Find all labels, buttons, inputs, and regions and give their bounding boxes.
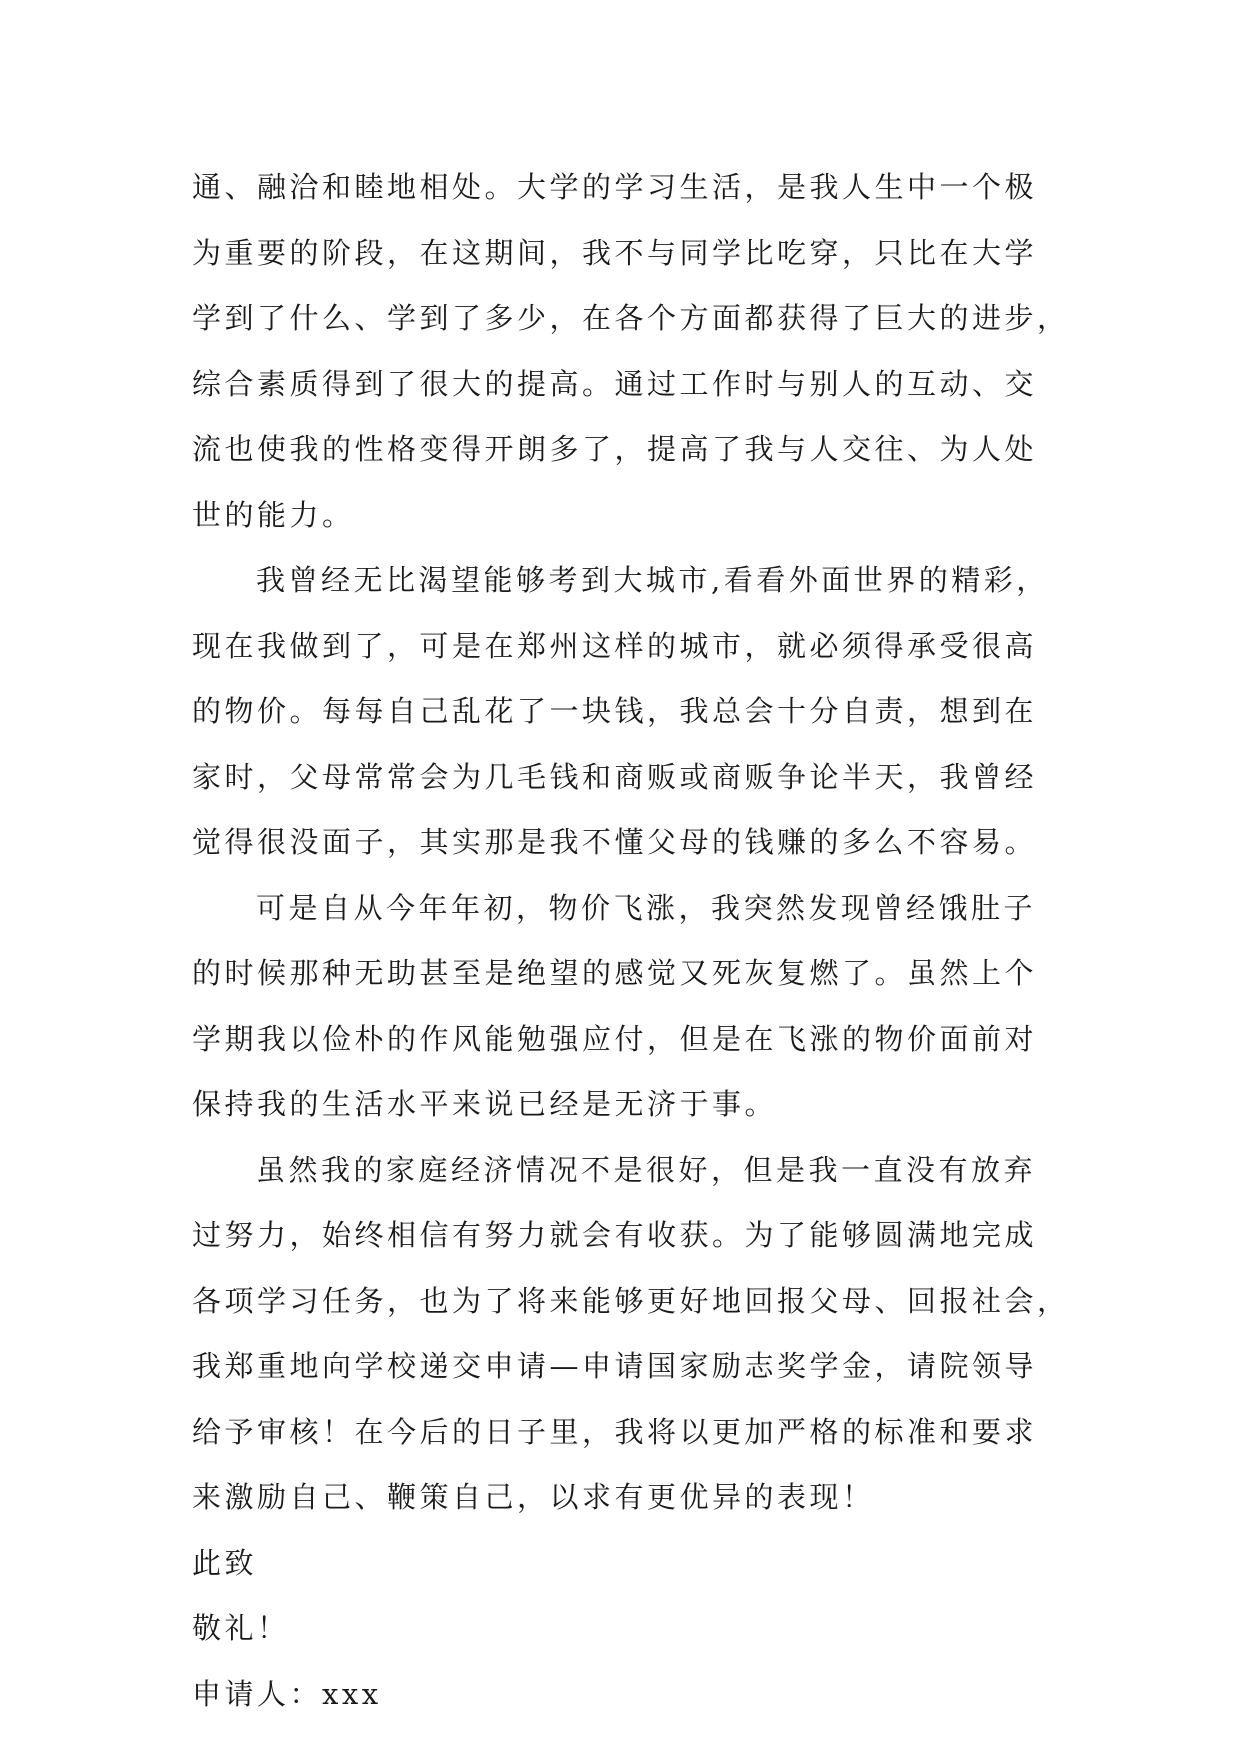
document-body [192,162,1072,1734]
text-line: 综合素质得到了很大的提高。通过工作时与别人的互动、交 [192,366,1038,401]
paragraph [192,162,1072,555]
text-line: 可是自从今年年初，物价飞涨，我突然发现曾经饿肚子 [256,890,1037,925]
text-line: 过努力，始终相信有努力就会有收获。为了能够圆满地完成 [192,1218,1038,1252]
text-line: 的时候那种无助甚至是绝望的感觉又死灰复燃了。虽然上个 [192,956,1038,990]
text-line: 家时，父母常常会为几毛钱和商贩或商贩争论半天，我曾经 [192,759,1038,794]
text-line: 给予审核！在今后的日子里，我将以更加严格的标准和要求 [192,1414,1038,1449]
text-line: 为重要的阶段，在这期间，我不与同学比吃穿，只比在大学 [192,235,1038,270]
text-line: 学到了什么、学到了多少，在各个方面都获得了巨大的进步， [192,301,1070,335]
text-line: 学期我以俭朴的作风能勉强应付，但是在飞涨的物价面前对 [192,1021,1038,1056]
salutation-line: 敬礼！ [192,1611,290,1645]
text-line: 保持我的生活水平来说已经是无济于事。 [192,1087,778,1121]
signature-line: 申请人：xxx [192,1676,382,1711]
text-line: 通、融洽和睦地相处。大学的学习生活，是我人生中一个极 [192,170,1038,204]
text-line: 各项学习任务，也为了将来能够更好地回报父母、回报社会， [192,1283,1070,1318]
text-line: 现在我做到了，可是在郑州这样的城市，就必须得承受很高 [192,628,1038,663]
text-line: 流也使我的性格变得开朗多了，提高了我与人交往、为人处 [192,432,1038,466]
text-line: 来激励自己、鞭策自己，以求有更优异的表现！ [192,1480,875,1514]
text-line: 我曾经无比渴望能够考到大城市,看看外面世界的精彩， [256,563,1049,597]
text-line: 觉得很没面子，其实那是我不懂父母的钱赚的多么不容易。 [192,825,1038,859]
text-line: 我郑重地向学校递交申请—申请国家励志奖学金，请院领导 [192,1349,1038,1383]
paragraph [192,883,1072,1145]
text-line: 世的能力。 [192,497,355,532]
text-line: 虽然我的家庭经济情况不是很好，但是我一直没有放弃 [256,1152,1037,1187]
closing-line: 此致 [192,1545,258,1580]
paragraph [192,1145,1072,1538]
paragraph [192,555,1072,883]
text-line: 的物价。每每自己乱花了一块钱，我总会十分自责，想到在 [192,694,1038,728]
